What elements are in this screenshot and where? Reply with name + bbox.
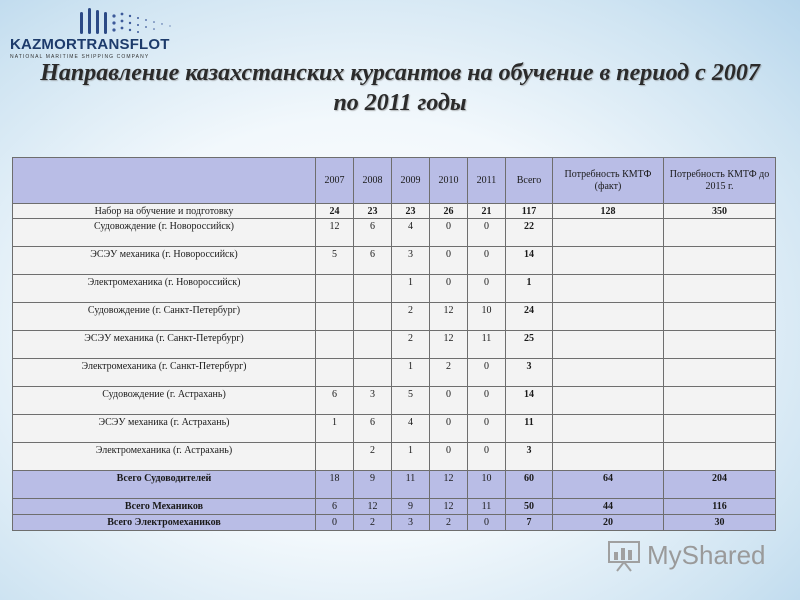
table-cell xyxy=(553,415,664,443)
summary-cell: 60 xyxy=(506,471,553,499)
table-cell: 0 xyxy=(468,415,506,443)
table-cell: 0 xyxy=(430,275,468,303)
table-cell xyxy=(553,219,664,247)
table-body xyxy=(13,204,776,531)
slide-title: Направление казахстанских курсантов на обучение в период с 2007 по 2011 годы xyxy=(40,60,760,116)
table-cell: 5 xyxy=(316,247,354,275)
row-label: Электромеханика (г. Санкт-Петербург) xyxy=(13,359,316,387)
header-cell: 2009 xyxy=(392,158,430,204)
table-cell xyxy=(664,359,776,387)
summary-row xyxy=(13,499,776,515)
table-cell xyxy=(553,303,664,331)
table-cell: 0 xyxy=(468,219,506,247)
summary-label: Всего Электромехаников xyxy=(13,515,316,531)
header-cell: Потребность КМТФ до 2015 г. xyxy=(664,158,776,204)
summary-cell: 6 xyxy=(316,499,354,515)
table-cell: 11 xyxy=(506,415,553,443)
table-cell xyxy=(664,275,776,303)
table-cell: 3 xyxy=(506,443,553,471)
summary-cell: 12 xyxy=(430,499,468,515)
table-cell: 26 xyxy=(430,204,468,219)
table-header-row xyxy=(13,158,776,204)
summary-cell: 10 xyxy=(468,471,506,499)
table-cell: 10 xyxy=(468,303,506,331)
table-cell xyxy=(316,303,354,331)
table-cell xyxy=(553,247,664,275)
table-cell: 23 xyxy=(354,204,392,219)
table-row xyxy=(13,387,776,415)
table-row xyxy=(13,443,776,471)
table-cell: 5 xyxy=(392,387,430,415)
table-cell: 0 xyxy=(468,247,506,275)
table-cell: 14 xyxy=(506,247,553,275)
summary-cell: 18 xyxy=(316,471,354,499)
table-cell: 0 xyxy=(468,387,506,415)
summary-cell: 44 xyxy=(553,499,664,515)
row-label: Набор на обучение и подготовку xyxy=(13,204,316,219)
table-cell xyxy=(316,359,354,387)
table-cell: 2 xyxy=(354,443,392,471)
table-row xyxy=(13,415,776,443)
cadets-table xyxy=(12,157,776,531)
summary-cell: 9 xyxy=(354,471,392,499)
table-cell: 117 xyxy=(506,204,553,219)
table-cell: 24 xyxy=(316,204,354,219)
table-cell xyxy=(316,275,354,303)
table-cell: 3 xyxy=(354,387,392,415)
table-cell xyxy=(553,331,664,359)
summary-cell: 50 xyxy=(506,499,553,515)
table-cell: 6 xyxy=(354,219,392,247)
table-row xyxy=(13,247,776,275)
table-cell xyxy=(664,387,776,415)
header-cell: 2010 xyxy=(430,158,468,204)
table-cell: 6 xyxy=(354,247,392,275)
table-cell: 3 xyxy=(506,359,553,387)
table-cell: 2 xyxy=(392,331,430,359)
table-cell xyxy=(316,331,354,359)
table-cell: 350 xyxy=(664,204,776,219)
table-cell: 25 xyxy=(506,331,553,359)
table-cell xyxy=(664,331,776,359)
table-cell: 0 xyxy=(430,443,468,471)
table-cell: 0 xyxy=(468,443,506,471)
header-cell: Потребность КМТФ (факт) xyxy=(553,158,664,204)
table-cell: 6 xyxy=(316,387,354,415)
header-cell: Всего xyxy=(506,158,553,204)
summary-cell: 0 xyxy=(468,515,506,531)
table-cell: 0 xyxy=(430,387,468,415)
table-cell xyxy=(553,275,664,303)
logo-tagline: NATIONAL MARITIME SHIPPING COMPANY xyxy=(10,54,150,60)
table-cell xyxy=(553,387,664,415)
summary-cell: 204 xyxy=(664,471,776,499)
table-cell: 1 xyxy=(392,443,430,471)
summary-cell: 2 xyxy=(430,515,468,531)
presentation-icon xyxy=(607,540,641,572)
table-row xyxy=(13,331,776,359)
table-cell xyxy=(354,303,392,331)
summary-cell: 12 xyxy=(354,499,392,515)
summary-cell: 11 xyxy=(392,471,430,499)
table-cell: 11 xyxy=(468,331,506,359)
row-label: Судовождение (г. Санкт-Петербург) xyxy=(13,303,316,331)
table-cell xyxy=(553,443,664,471)
row-label: Электромеханика (г. Новороссийск) xyxy=(13,275,316,303)
table-cell: 128 xyxy=(553,204,664,219)
summary-label: Всего Судоводителей xyxy=(13,471,316,499)
table-cell: 0 xyxy=(430,415,468,443)
table-cell xyxy=(354,331,392,359)
table-cell xyxy=(354,275,392,303)
table-cell: 6 xyxy=(354,415,392,443)
table-cell xyxy=(664,247,776,275)
table-cell: 0 xyxy=(430,219,468,247)
row-label: ЭСЭУ механика (г. Новороссийск) xyxy=(13,247,316,275)
table-cell: 2 xyxy=(430,359,468,387)
summary-cell: 30 xyxy=(664,515,776,531)
table-cell: 2 xyxy=(392,303,430,331)
table-cell: 12 xyxy=(430,331,468,359)
table-row xyxy=(13,303,776,331)
logo-wordmark: KAZMORTRANSFLOT xyxy=(10,36,170,53)
table-cell: 14 xyxy=(506,387,553,415)
table-cell xyxy=(664,443,776,471)
summary-cell: 12 xyxy=(430,471,468,499)
table-row xyxy=(13,204,776,219)
table-row xyxy=(13,275,776,303)
table-cell: 4 xyxy=(392,219,430,247)
summary-cell: 2 xyxy=(354,515,392,531)
table-cell: 0 xyxy=(468,359,506,387)
header-cell: 2011 xyxy=(468,158,506,204)
company-logo xyxy=(8,6,178,62)
logo-dots-graphic xyxy=(80,6,180,38)
table-row xyxy=(13,359,776,387)
table-cell: 1 xyxy=(506,275,553,303)
table-cell xyxy=(354,359,392,387)
table-cell: 1 xyxy=(316,415,354,443)
table-cell: 24 xyxy=(506,303,553,331)
table-cell: 22 xyxy=(506,219,553,247)
table-cell xyxy=(316,443,354,471)
table-cell xyxy=(664,219,776,247)
summary-cell: 11 xyxy=(468,499,506,515)
summary-cell: 3 xyxy=(392,515,430,531)
summary-cell: 7 xyxy=(506,515,553,531)
myshared-watermark xyxy=(607,536,777,576)
table-cell: 12 xyxy=(430,303,468,331)
table-cell: 1 xyxy=(392,275,430,303)
table-cell: 0 xyxy=(430,247,468,275)
table-cell: 0 xyxy=(468,275,506,303)
table-row xyxy=(13,219,776,247)
row-label: ЭСЭУ механика (г. Астрахань) xyxy=(13,415,316,443)
header-cell: 2007 xyxy=(316,158,354,204)
summary-label: Всего Механиков xyxy=(13,499,316,515)
summary-row xyxy=(13,515,776,531)
summary-cell: 64 xyxy=(553,471,664,499)
table-cell: 23 xyxy=(392,204,430,219)
table-cell xyxy=(664,415,776,443)
summary-cell: 9 xyxy=(392,499,430,515)
header-cell-blank xyxy=(13,158,316,204)
summary-row xyxy=(13,471,776,499)
table-cell: 12 xyxy=(316,219,354,247)
table-cell: 4 xyxy=(392,415,430,443)
summary-cell: 0 xyxy=(316,515,354,531)
table-cell xyxy=(553,359,664,387)
watermark-text: MyShared xyxy=(647,540,766,570)
row-label: Судовождение (г. Новороссийск) xyxy=(13,219,316,247)
summary-cell: 116 xyxy=(664,499,776,515)
table-cell xyxy=(664,303,776,331)
row-label: Электромеханика (г. Астрахань) xyxy=(13,443,316,471)
table-cell: 3 xyxy=(392,247,430,275)
row-label: ЭСЭУ механика (г. Санкт-Петербург) xyxy=(13,331,316,359)
table-cell: 21 xyxy=(468,204,506,219)
summary-cell: 20 xyxy=(553,515,664,531)
row-label: Судовождение (г. Астрахань) xyxy=(13,387,316,415)
header-cell: 2008 xyxy=(354,158,392,204)
table-cell: 1 xyxy=(392,359,430,387)
